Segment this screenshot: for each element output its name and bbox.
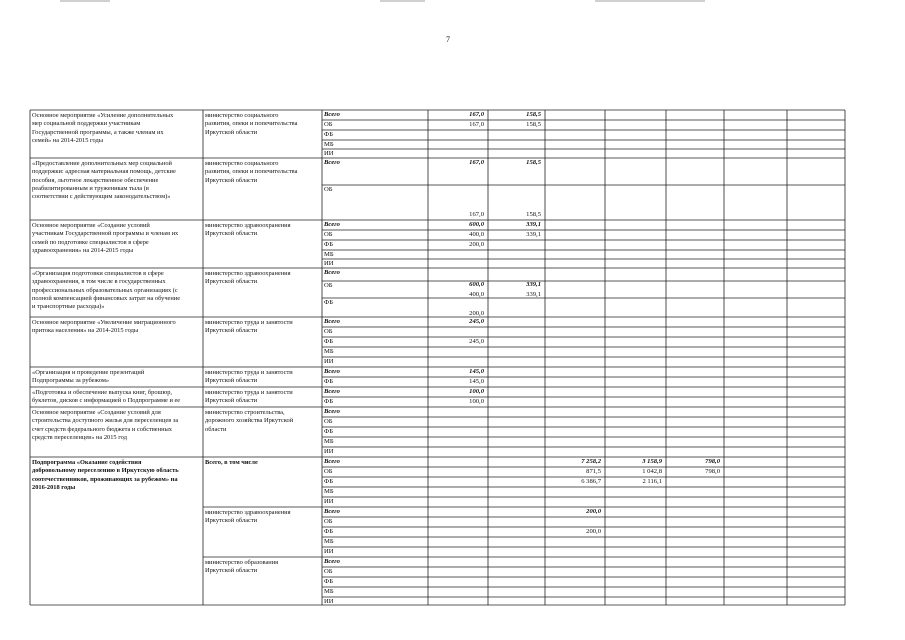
funding-source: Всего (324, 221, 340, 228)
amount-value: 400,0 (469, 231, 484, 238)
funding-source: ИИ (324, 448, 334, 455)
funding-source: Всего (324, 508, 340, 515)
funding-source: ИИ (324, 358, 334, 365)
amount-value: 339,1 (526, 291, 541, 298)
funding-source: ФБ (324, 241, 333, 248)
funding-source: ФБ (324, 338, 333, 345)
funding-source: Всего (324, 111, 340, 118)
amount-value: 158,5 (526, 111, 541, 118)
executor-name: министерство здравоохранения Иркутской области (205, 270, 291, 286)
amount-value: 1 042,8 (642, 468, 662, 475)
funding-source: ФБ (324, 131, 333, 138)
funding-source: ФБ (324, 478, 333, 485)
measure-name: Основное мероприятие «Увеличение миграционного притока населения» на 2014-2015 годы (32, 319, 176, 335)
amount-value: 2 116,1 (642, 478, 662, 485)
measure-name: «Организация подготовки специалистов в сфере здравоохранения, в том числе в государственных профессиональных образовательных организациях (с полной компенсацией финансовых затрат на обучение и транспортные расходы)» (32, 270, 181, 311)
amount-value: 158,5 (526, 211, 541, 218)
amount-value: 200,0 (469, 310, 484, 317)
funding-source: ФБ (324, 578, 333, 585)
funding-source: ФБ (324, 428, 333, 435)
amount-value: 245,0 (469, 318, 484, 325)
measure-name: Основное мероприятие «Создание условий для строительства доступного жилья для переселенцев за счет средств федерального бюджета и собственных средств переселенцев» на 2015 год (32, 409, 179, 441)
funding-source: Всего (324, 318, 340, 325)
executor-name: министерство образования Иркутской области (205, 559, 279, 575)
amount-value: 245,0 (469, 338, 484, 345)
funding-source: Всего (324, 368, 340, 375)
amount-value: 200,0 (586, 528, 601, 535)
amount-value: 798,0 (705, 468, 720, 475)
funding-source: МБ (324, 251, 334, 258)
funding-source: ИИ (324, 598, 334, 605)
executor-name: министерство труда и занятости Иркутской области (205, 369, 293, 385)
measure-name: Подпрограмма «Оказание содействия добровольному переселению в Иркутскую область соотечественников, проживающих за рубежом» на 2016-2018 годы (32, 459, 179, 491)
funding-source: ОБ (324, 418, 333, 425)
amount-value: 871,5 (586, 468, 601, 475)
funding-source: Всего (324, 159, 340, 166)
funding-source: ОБ (324, 186, 333, 193)
page-number: 7 (446, 35, 450, 44)
funding-source: МБ (324, 488, 334, 495)
funding-source: МБ (324, 348, 334, 355)
amount-value: 158,5 (526, 121, 541, 128)
measure-name: Основное мероприятие «Создание условий участникам Государственной программы и членам их семей по подготовке специалистов в сфере здравоохранения» на 2014-2015 годы (32, 222, 179, 254)
amount-value: 339,1 (526, 221, 541, 228)
amount-value: 600,0 (469, 281, 484, 288)
amount-value: 100,0 (469, 398, 484, 405)
funding-source: ИИ (324, 548, 334, 555)
amount-value: 167,0 (469, 211, 484, 218)
measure-name: «Организация и проведение презентаций Подпрограммы за рубежом» (32, 369, 145, 385)
funding-source: ОБ (324, 231, 333, 238)
amount-value: 3 158,9 (642, 458, 662, 465)
funding-source: Всего (324, 458, 340, 465)
amount-value: 145,0 (469, 368, 484, 375)
executor-name: министерство социального развития, опеки и попечительства Иркутской области (205, 112, 298, 136)
executor-name: министерство труда и занятости Иркутской области (205, 389, 293, 405)
funding-source: ОБ (324, 468, 333, 475)
amount-value: 200,0 (469, 241, 484, 248)
funding-source: ИИ (324, 498, 334, 505)
amount-value: 798,0 (705, 458, 720, 465)
funding-source: ИИ (324, 150, 334, 157)
funding-source: ФБ (324, 378, 333, 385)
amount-value: 339,1 (526, 231, 541, 238)
funding-source: ФБ (324, 299, 333, 306)
measure-name: «Предоставление дополнительных мер социальной поддержки: адресная материальная помощь, детские пособия, льготное лекарственное обеспечение реабилитированным и труженикам тыла (в соответствии с действующим законодательством)» (32, 160, 176, 201)
amount-value: 100,0 (469, 388, 484, 395)
amount-value: 145,0 (469, 378, 484, 385)
executor-name: Всего, в том числе (205, 459, 258, 466)
funding-source: Всего (324, 388, 340, 395)
amount-value: 167,0 (469, 111, 484, 118)
funding-source: ОБ (324, 518, 333, 525)
funding-source: МБ (324, 588, 334, 595)
funding-source: ФБ (324, 398, 333, 405)
amount-value: 339,1 (526, 281, 541, 288)
amount-value: 158,5 (526, 159, 541, 166)
funding-source: ОБ (324, 121, 333, 128)
executor-name: министерство труда и занятости Иркутской области (205, 319, 293, 335)
executor-name: министерство социального развития, опеки и попечительства Иркутской области (205, 160, 298, 184)
funding-source: ОБ (324, 328, 333, 335)
funding-source: ФБ (324, 528, 333, 535)
amount-value: 6 386,7 (581, 478, 601, 485)
measure-name: «Подготовка и обеспечение выпуска книг, брошюр, буклетов, дисков с информацией о Подпрограмме и ее (32, 389, 181, 405)
funding-source: ОБ (324, 282, 333, 289)
funding-source: МБ (324, 438, 334, 445)
amount-value: 200,0 (586, 508, 601, 515)
amount-value: 167,0 (469, 159, 484, 166)
executor-name: министерство здравоохранения Иркутской области (205, 509, 291, 525)
amount-value: 400,0 (469, 291, 484, 298)
measure-name: Основное мероприятие «Усиление дополнительных мер социальной поддержки участникам Государственной программы, а также членам их семей» на 2014-2015 годы (32, 112, 174, 144)
amount-value: 7 258,2 (581, 458, 601, 465)
executor-name: министерство строительства, дорожного хозяйства Иркутской области (205, 409, 294, 433)
funding-source: МБ (324, 141, 334, 148)
amount-value: 167,0 (469, 121, 484, 128)
executor-name: министерство здравоохранения Иркутской области (205, 222, 291, 238)
funding-source: ОБ (324, 568, 333, 575)
funding-source: МБ (324, 538, 334, 545)
funding-source: ИИ (324, 260, 334, 267)
funding-source: Всего (324, 558, 340, 565)
funding-source: Всего (324, 408, 340, 415)
amount-value: 600,0 (469, 221, 484, 228)
funding-source: Всего (324, 269, 340, 276)
